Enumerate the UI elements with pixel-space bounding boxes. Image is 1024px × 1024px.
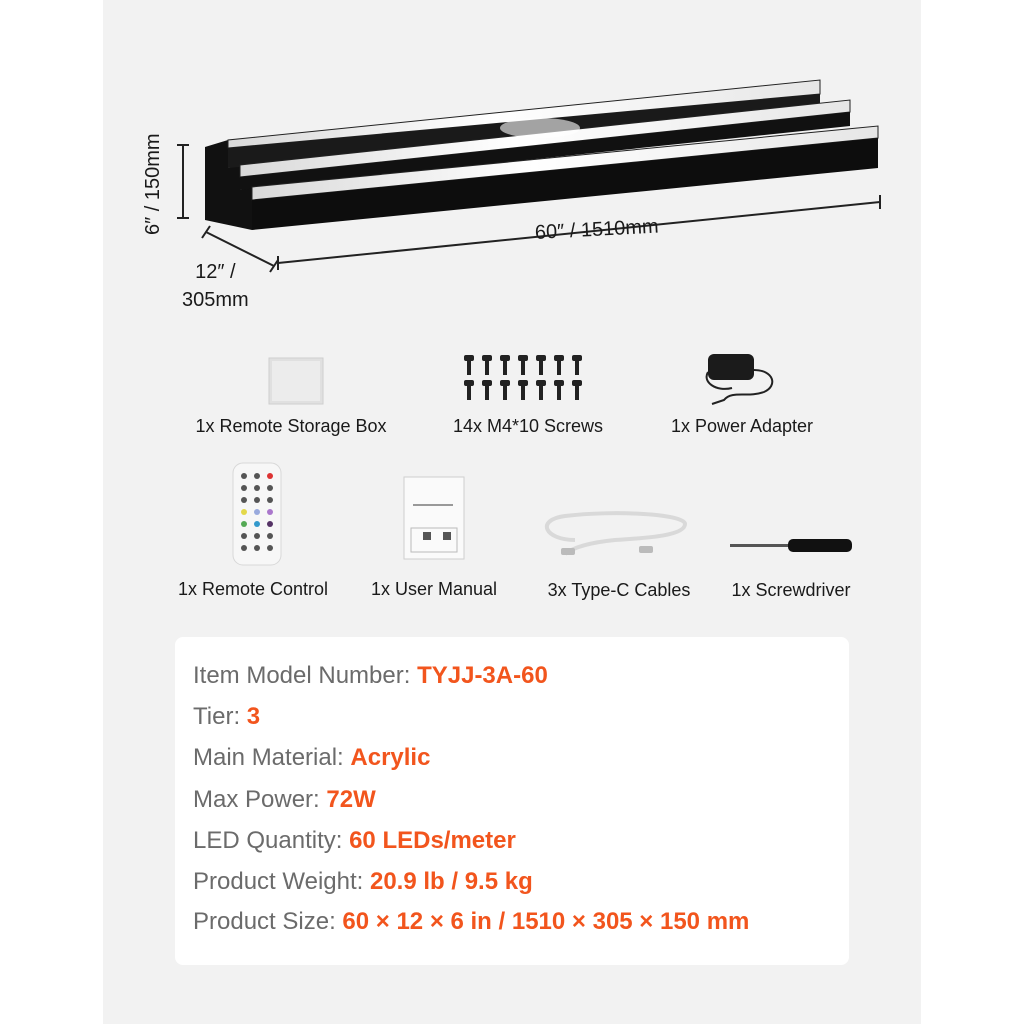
specifications-card — [175, 637, 849, 965]
spec-key: Max Power: — [193, 786, 320, 813]
accessory-label-user-manual: 1x User Manual — [370, 579, 498, 599]
spec-key: Product Weight: — [193, 868, 364, 895]
remote-control-icon — [232, 462, 282, 566]
spec-value: Acrylic — [350, 744, 431, 771]
type-c-cable-icon — [535, 510, 695, 560]
spec-value: 60 LEDs/meter — [349, 827, 516, 854]
depth-dimension-line1: 12″ / — [195, 261, 236, 283]
accessory-label-remote-control: 1x Remote Control — [177, 579, 329, 599]
accessory-label-storage-box: 1x Remote Storage Box — [195, 416, 387, 436]
spec-row-weight — [193, 867, 533, 897]
accessory-label-type-c-cables: 3x Type-C Cables — [547, 580, 691, 600]
spec-value: 20.9 lb / 9.5 kg — [369, 868, 533, 895]
user-manual-icon — [403, 476, 465, 560]
accessory-label-screws: 14x M4*10 Screws — [452, 416, 604, 436]
spec-value: 3 — [246, 703, 261, 730]
spec-key: LED Quantity: — [193, 827, 343, 854]
depth-dimension-label — [182, 258, 249, 314]
spec-key: Product Size: — [193, 908, 336, 935]
spec-key: Main Material: — [193, 744, 344, 771]
spec-row-size — [193, 907, 749, 937]
screwdriver-icon — [728, 536, 854, 556]
width-dimension-label: 60″ / 1510mm — [534, 215, 660, 244]
spec-row-max-power — [193, 785, 376, 815]
spec-row-led-quantity — [193, 826, 516, 856]
spec-value: TYJJ-3A-60 — [417, 662, 548, 689]
accessory-label-screwdriver: 1x Screwdriver — [731, 580, 851, 600]
screws-icon — [462, 355, 598, 405]
spec-row-tier — [193, 702, 260, 732]
height-dimension-label: 6″ / 150mm — [142, 133, 164, 235]
spec-key: Item Model Number: — [193, 662, 411, 689]
power-adapter-icon — [702, 352, 786, 410]
depth-dimension-line2: 305mm — [182, 289, 249, 311]
spec-key: Tier: — [193, 703, 241, 730]
spec-row-model-number — [193, 661, 548, 691]
accessory-label-power-adapter: 1x Power Adapter — [670, 416, 814, 436]
spec-value: 60 × 12 × 6 in / 1510 × 305 × 150 mm — [342, 908, 750, 935]
spec-value: 72W — [326, 786, 376, 813]
storage-box-icon — [268, 357, 324, 405]
spec-row-material — [193, 743, 430, 773]
